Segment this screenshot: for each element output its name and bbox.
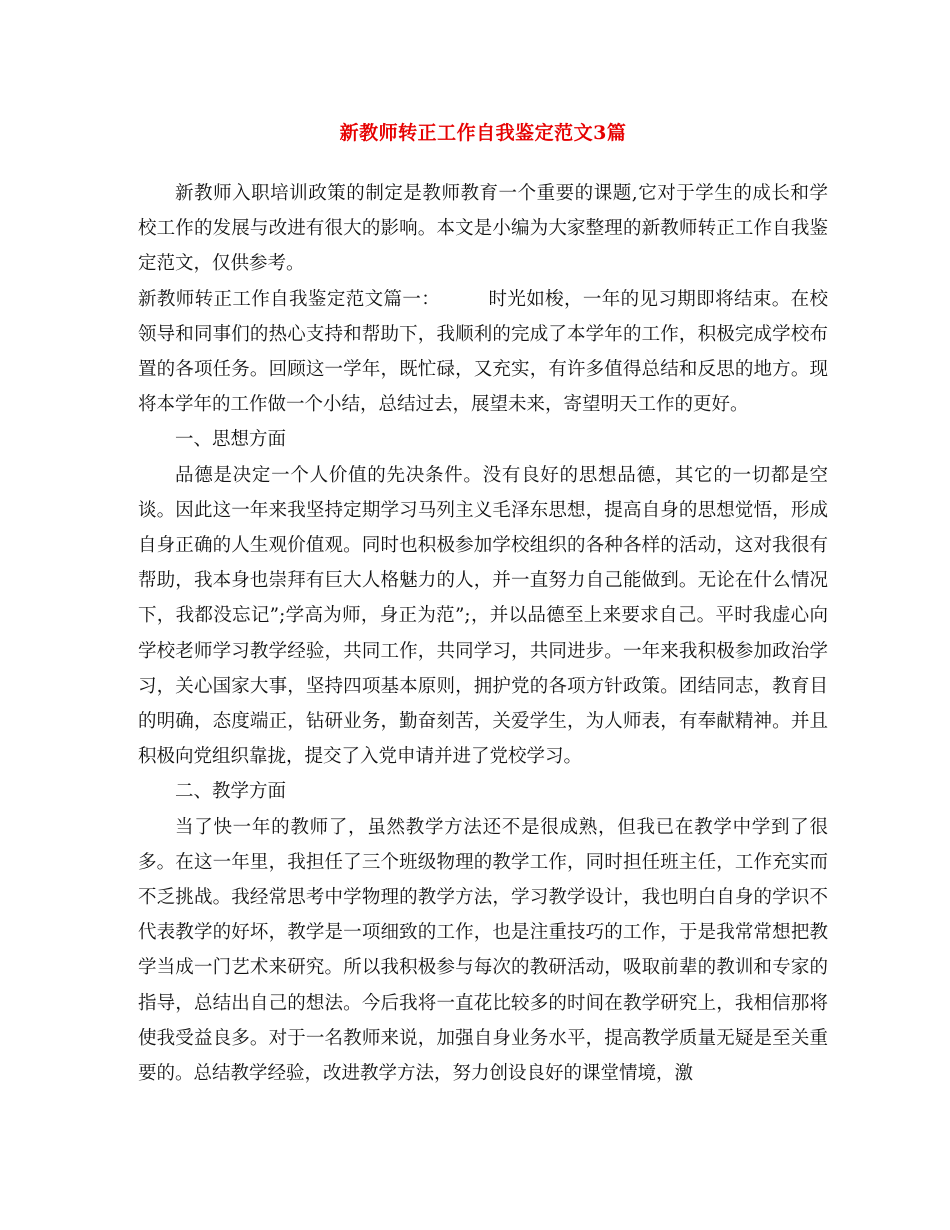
section2-body: 当了快一年的教师了，虽然教学方法还不是很成熟，但我已在教学中学到了很多。在这一年里，我担任了三个班级物理的教学工作，同时担任班主任，工作充实而不乏挑战。我经常思考中学物理的教学方法，学习教学设计，我也明白自身的学识不代表教学的好坏，教学是一项细致的工作，也是注重技巧的工作，于是我常常想把教学当成一门艺术来研究。所以我积极参与每次的教研活动，吸取前辈的教训和专家的指导，总结出自己的想法。今后我将一直花比较多的时间在教学研究上，我相信那将使我受益良多。对于一名教师来说，加强自身业务水平，提高教学质量无疑是至关重要的。总结教学经验，改进教学方法，努力创设良好的课堂情境，激 (138, 816, 828, 1085)
section1-body: 品德是决定一个人价值的先决条件。没有良好的思想品德，其它的一切都是空谈。因此这一年来我坚持定期学习马列主义毛泽东思想，提高自身的思想觉悟，形成自身正确的人生观价值观。同时也积极参加学校组织的各种各样的活动，这对我很有帮助，我本身也崇拜有巨大人格魅力的人，并一直努力自己能做到。无论在什么情况下，我都没忘记”;学高为师，身正为范”;，并以品德至上来要求自己。平时我虚心向学校老师学习教学经验，共同工作，共同学习，共同进步。一年来我积极参加政治学习，关心国家大事，坚持四项基本原则，拥护党的各项方针政策。团结同志，教育目的明确，态度端正，钻研业务，勤奋刻苦，关爱学生，为人师表，有奉献精神。并且积极向党组织靠拢，提交了入党申请并进了党校学习。 (138, 464, 828, 768)
document-page (138, 118, 828, 1091)
part1-paragraph (138, 282, 828, 423)
section1-heading: 一、思想方面 (175, 429, 287, 451)
document-title: 新教师转正工作自我鉴定范文3篇 (339, 122, 627, 144)
section2-heading: 二、教学方面 (175, 781, 287, 803)
intro-paragraph: 新教师入职培训政策的制定是教师教育一个重要的课题,它对于学生的成长和学校工作的发展与改进有很大的影响。本文是小编为大家整理的新教师转正工作自我鉴定范文，仅供参考。 (138, 183, 828, 275)
part1-opening: 时光如梭，一年的见习期即将结束。在校领导和同事们的热心支持和帮助下，我顺利的完成了本学年的工作，积极完成学校布置的各项任务。回顾这一学年，既忙碌，又充实，有许多值得总结和反思的地方。现将本学年的工作做一个小结，总结过去，展望未来，寄望明天工作的更好。 (138, 288, 828, 416)
part1-label: 新教师转正工作自我鉴定范文篇一： (138, 288, 441, 310)
